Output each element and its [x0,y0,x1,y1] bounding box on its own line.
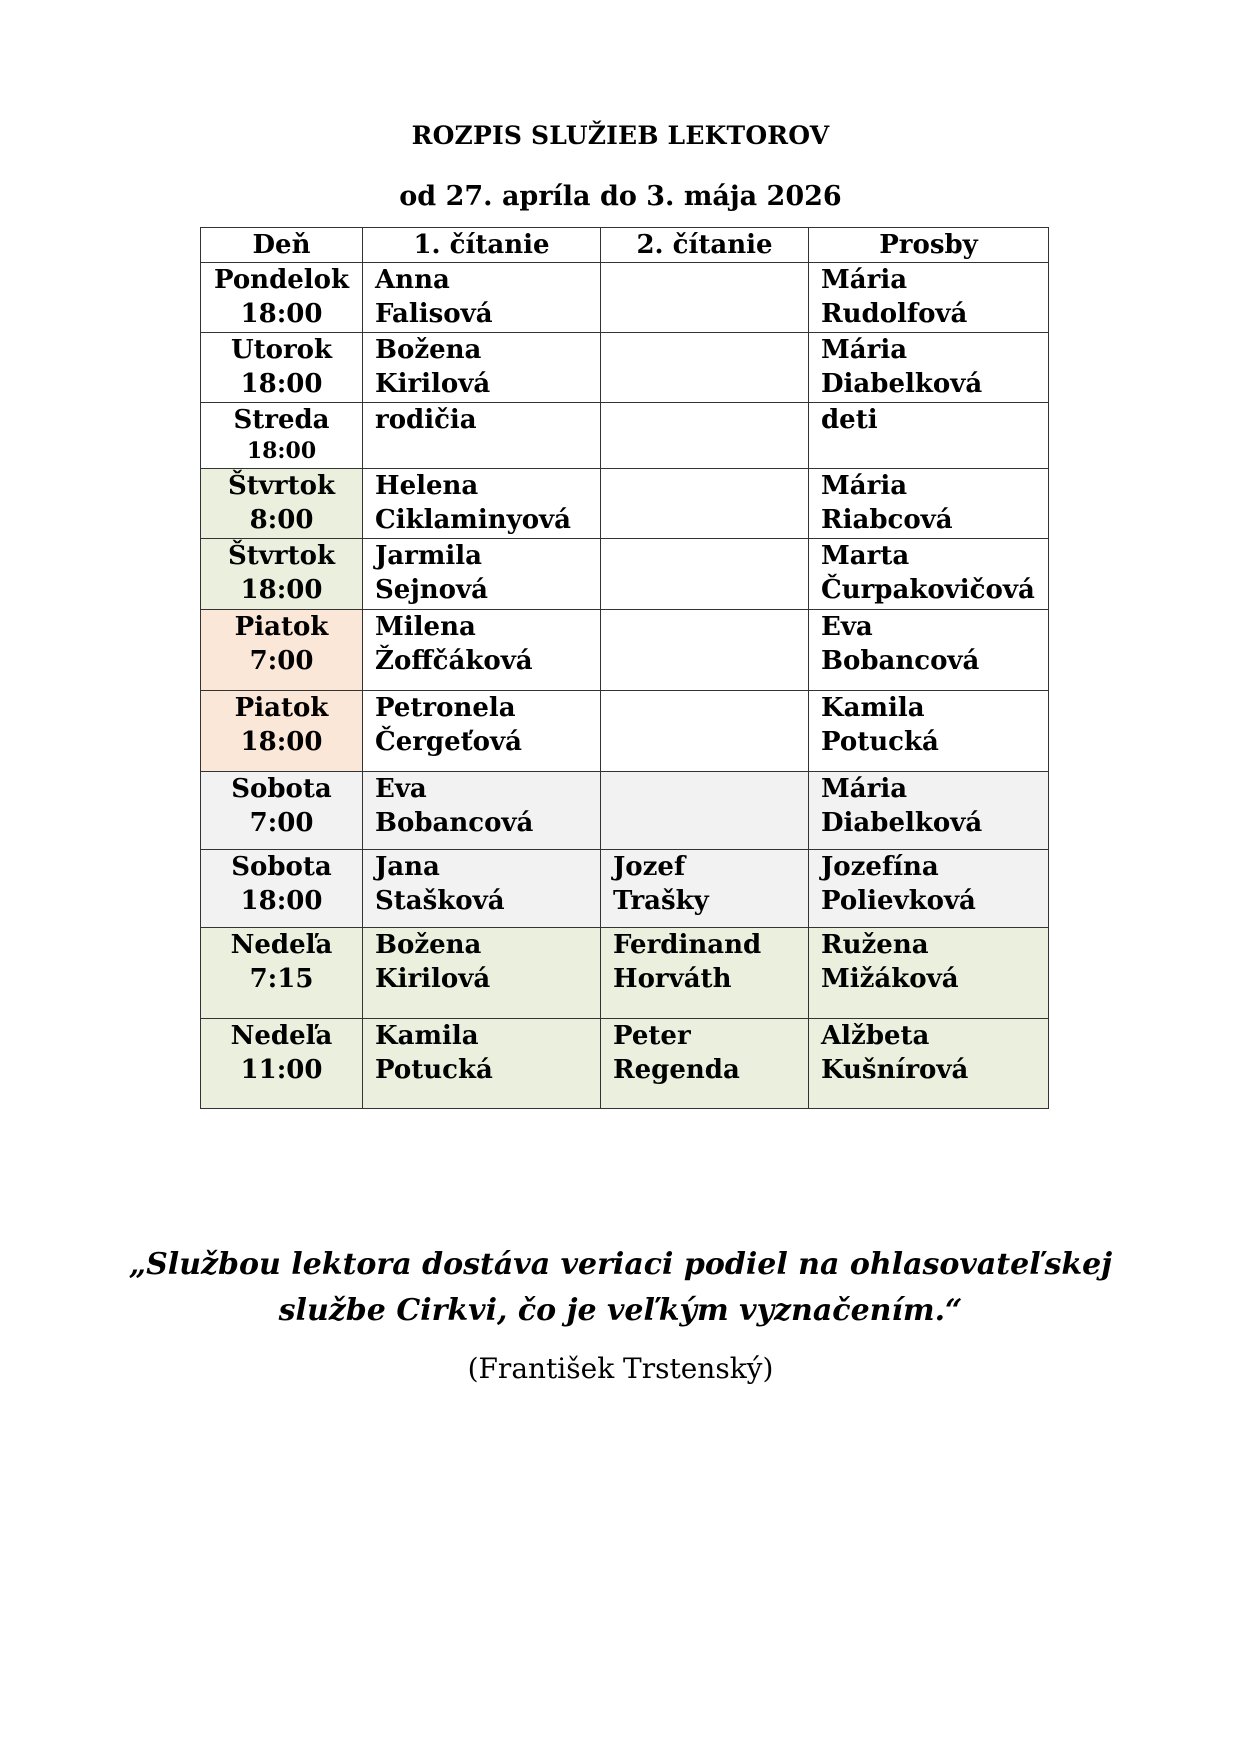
reading-2-cell [601,610,809,691]
table-row [201,333,1049,403]
prayers-cell: Kamila Potucká [809,691,1049,772]
reading-1-cell: Eva Bobancová [363,772,601,850]
day-cell: Nedeľa 11:00 [201,1019,363,1109]
prayers-cell: Mária Diabelková [809,772,1049,850]
table-row [201,263,1049,333]
table-row [201,403,1049,469]
prayers-cell: Mária Riabcová [809,469,1049,539]
prayers-cell: Mária Diabelková [809,333,1049,403]
table-row [201,772,1049,850]
page-subtitle: od 27. apríla do 3. mája 2026 [399,181,842,212]
quote-line: „Službou lektora dostáva veriaci podiel na ohlasovateľskej [128,1247,1113,1282]
day-cell: Streda 18:00 [201,403,363,469]
reading-1-cell: Jana Stašková [363,850,601,928]
day-cell: Sobota 7:00 [201,772,363,850]
schedule-table [200,227,1049,1109]
quote-author: (František Trstenský) [467,1352,774,1385]
quote [0,1242,1241,1334]
reading-1-cell: Milena Žoffčáková [363,610,601,691]
reading-2-cell [601,539,809,610]
reading-2-cell [601,403,809,469]
reading-2-cell: Ferdinand Horváth [601,928,809,1019]
reading-1-cell: Jarmila Sejnová [363,539,601,610]
table-row [201,1019,1049,1109]
reading-2-cell: Jozef Trašky [601,850,809,928]
table-header-row [201,228,1049,263]
table-row [201,691,1049,772]
prayers-cell: Eva Bobancová [809,610,1049,691]
day-cell: Piatok 7:00 [201,610,363,691]
prayers-cell: Marta Čurpakovičová [809,539,1049,610]
column-header-day: Deň [201,228,363,263]
table-row [201,928,1049,1019]
reading-2-cell [601,469,809,539]
column-header-reading-2: 2. čítanie [601,228,809,263]
day-cell: Štvrtok 18:00 [201,539,363,610]
reading-1-cell: Kamila Potucká [363,1019,601,1109]
day-cell: Štvrtok 8:00 [201,469,363,539]
prayers-cell: Alžbeta Kušnírová [809,1019,1049,1109]
reading-1-cell: Božena Kirilová [363,928,601,1019]
day-cell: Sobota 18:00 [201,850,363,928]
table-row [201,610,1049,691]
table-row [201,850,1049,928]
reading-1-cell: Petronela Čergeťová [363,691,601,772]
day-cell: Nedeľa 7:15 [201,928,363,1019]
column-header-reading-1: 1. čítanie [363,228,601,263]
prayers-cell: Ružena Mižáková [809,928,1049,1019]
table-row [201,469,1049,539]
day-cell: Utorok 18:00 [201,333,363,403]
column-header-prayers: Prosby [809,228,1049,263]
quote-line: službe Cirkvi, čo je veľkým vyznačením.“ [278,1293,963,1328]
reading-2-cell [601,263,809,333]
reading-1-cell: rodičia [363,403,601,469]
reading-2-cell: Peter Regenda [601,1019,809,1109]
reading-1-cell: Božena Kirilová [363,333,601,403]
reading-2-cell [601,333,809,403]
reading-1-cell: Helena Ciklaminyová [363,469,601,539]
prayers-cell: Mária Rudolfová [809,263,1049,333]
reading-2-cell [601,691,809,772]
prayers-cell: Jozefína Polievková [809,850,1049,928]
reading-1-cell: Anna Falisová [363,263,601,333]
page-title: ROZPIS SLUŽIEB LEKTOROV [411,121,830,150]
table-row [201,539,1049,610]
day-cell: Pondelok 18:00 [201,263,363,333]
prayers-cell: deti [809,403,1049,469]
day-cell: Piatok 18:00 [201,691,363,772]
reading-2-cell [601,772,809,850]
